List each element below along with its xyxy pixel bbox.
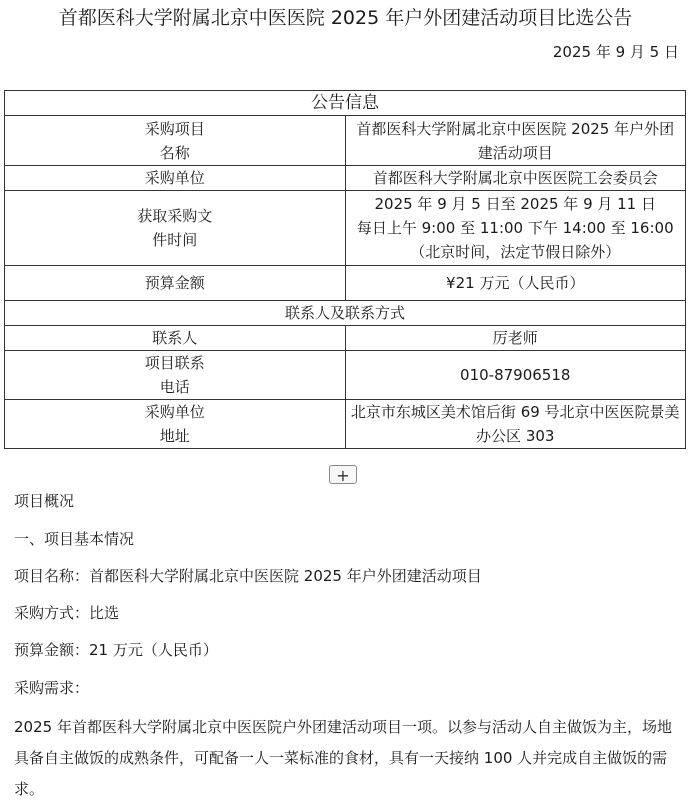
section-title-announcement-info: 公告信息 [5,91,686,116]
overview-method: 采购方式：比选 [14,604,120,622]
budget-label: 预算金额 [5,266,346,301]
overview-needs-text: 2025 年首都医科大学附属北京中医医院户外团建活动项目一项。以参与活动人自主做饭为主，场地具备自主做饭的成熟条件，可配备一人一菜标准的食材，具有一天接纳 100 人并完成自主做饭的需求。 [14,718,672,798]
overview-budget: 预算金额：21 万元（人民币） [14,641,218,659]
address-value: 北京市东城区美术馆后街 69 号北京中医医院景美办公区 303 [345,400,686,449]
project-name-value: 首都医科大学附属北京中医医院 2025 年户外团建活动项目 [345,116,686,166]
expand-button[interactable]: + [329,465,357,484]
purchaser-value: 首都医科大学附属北京中医医院工会委员会 [345,166,686,191]
purchaser-label: 采购单位 [5,166,346,191]
phone-label: 项目联系 电话 [5,351,346,400]
document-time-value: 2025 年 9 月 5 日至 2025 年 9 月 11 日 每日上午 9:00 至 11:00 下午 14:00 至 16:00 （北京时间，法定节假日除外） [345,191,686,266]
section-title-contacts: 联系人及联系方式 [5,301,686,326]
project-name-label: 采购项目 名称 [5,116,346,166]
document-time-label: 获取采购文 件时间 [5,191,346,266]
overview-needs-label: 采购需求： [14,679,90,697]
contact-value: 厉老师 [345,326,686,351]
contact-label: 联系人 [5,326,346,351]
page-title: 首都医科大学附属北京中医医院 2025 年户外团建活动项目比选公告 [58,7,633,29]
phone-value: 010-87906518 [345,351,686,400]
overview-heading: 项目概况 [14,492,75,510]
overview-project-name: 项目名称：首都医科大学附属北京中医医院 2025 年户外团建活动项目 [14,567,482,585]
budget-value: ¥21 万元（人民币） [345,266,686,301]
section-basic-info: 一、项目基本情况 [14,530,135,548]
announcement-date: 2025 年 9 月 5 日 [552,43,679,61]
address-label: 采购单位 地址 [5,400,346,449]
announcement-info-table [4,90,686,449]
